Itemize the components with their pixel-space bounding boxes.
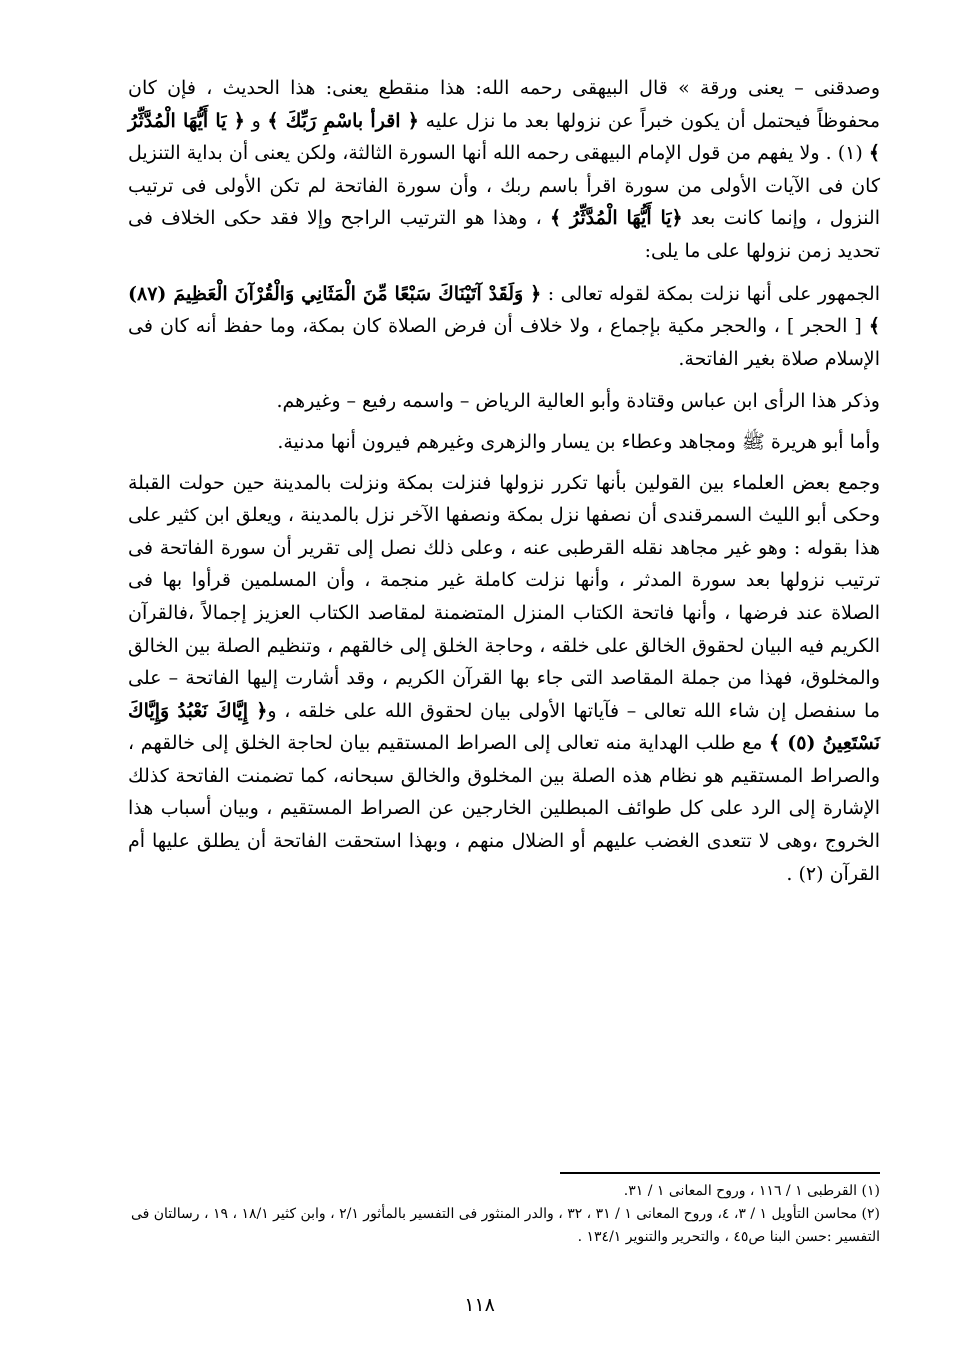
paragraph-1: [128, 72, 880, 268]
text: (١) . ولا يفهم من قول الإمام البيهقى رحمه الله أنها السورة الثالثة، ولكن يعنى أن بداية التنزيل كان فى الآيات الأولى من سورة اقرأ باسم ربك ، وأن سورة الفاتحة لم تكن الأولى فى ترتيب النزول ، وإنما كانت بعد: [128, 142, 880, 230]
text: الجمهور على أنها نزلت بمكة لقوله تعالى :: [541, 282, 880, 305]
quran-verse: ﴿ اقرأ باسْمِ رَبِّكَ ﴾: [267, 109, 419, 132]
paragraph-5: [128, 467, 880, 891]
text: و: [244, 109, 268, 132]
quran-verse: ﴿ إِيَّاكَ نَعْبُدُ وَإِيَّاكَ نَسْتَعِينُ (٥) ﴾: [128, 699, 880, 755]
text: وجمع بعض العلماء بين القولين بأنها تكرر نزولها فنزلت بمكة ونزلت بالمدينة حين حولت القبلة وحكى أبو الليث السمرقندى أن نصفها نزل بمكة ونصفها الآخر نزل بالمدينة ، ويعلق ابن كثير على هذا بقوله : وهو غير مجاهد نقله القرطبى عنه ، وعلى ذلك نصل إلى تقرير أن سورة الفاتحة فى ترتيب نزولها بعد سورة المدثر ، وأنها نزلت كاملة غير منجمة ، وأن المسلمين قرأوا بها فى الصلاة عند فرضها ، وأنها فاتحة الكتاب المنزل المتضمنة لمقاصد الكتاب العزيز إجمالاً ،فالقرآن الكريم فيه البيان لحقوق الخالق على خلقه ، وحاجة الخلق إلى خالقهم ، وتنظيم الصلة بين الخالق والمخلوق، فهذا من جملة المقاصد التى جاء بها القرآن الكريم ، وقد أشارت إليها الفاتحة – على ما سنفصل إن شاء الله تعالى – فآياتها الأولى بيان لحقوق الله على خلقه ، و: [128, 471, 880, 722]
text: وصدقنى – يعنى ورقة » قال البيهقى رحمه الله: هذا منقطع يعنى: هذا الحديث ، فإن كان محفوظاً فيحتمل أن يكون خبراً عن نزولها بعد ما نزل عليه: [128, 77, 880, 132]
footnote-2: (٢) محاسن التأويل ١ / ٣، ٤، وروح المعانى ١ / ٣١ ، ٣٢ ، والدر المنثور فى التفسير بالمأثور ٢/١ ، وابن كثير ١٨/١ ، ١٩ ، رسالتان فى التفسير :حسن البنا ص٤٥ ، والتحرير والتنوير ١٣٤/١ .: [130, 1206, 880, 1245]
quran-verse: ﴿يَا أَيُّهَا الْمُدَّثِّرُ ﴾: [549, 207, 683, 230]
paragraph-3: وذكر هذا الرأى ابن عباس وقتادة وأبو العالية الرياض – واسمه رفيع – وغيرهم.: [276, 390, 880, 413]
footnote-1: (١) القرطبى ١ / ١١٦ ، وروح المعانى ١ / ٣١.: [623, 1183, 880, 1199]
paragraph-4: وأما أبو هريرة ﷺ ومجاهد وعطاء بن يسار والزهرى وغيرهم فيرون أنها مدنية.: [277, 430, 880, 453]
footnotes: [128, 1172, 880, 1249]
quran-verse: ﴿ وَلَقَدْ آتَيْنَاكَ سَبْعًا مِّنَ الْمَثَانِي وَالْقُرْآنَ الْعَظِيمَ (٨٧) ﴾: [128, 282, 880, 338]
text: [ الحجر ] ، والحجر مكية بإجماع ، ولا خلاف أن فرض الصلاة كان بمكة، وما حفظ أنه كان فى الإسلام صلاة بغير الفاتحة.: [128, 315, 880, 370]
paragraph-2: [128, 278, 880, 376]
text: مع طلب الهداية منه تعالى إلى الصراط المستقيم بيان لحاجة الخلق إلى خالقهم ، والصراط المستقيم هو نظام هذه الصلة بين المخلوق والخالق سبحانه، كما تضمنت الفاتحة كذلك الإشارة إلى الرد على كل طوائف المبطلين الخارجين عن الصراط المستقيم ، وبيان أسباب هذا الخروج ،وهى لا تتعدى الغضب عليهم أو الضلال منهم ، وبهذا استحقت الفاتحة أن يطلق عليها أم القرآن (٢) .: [128, 732, 880, 885]
footnote-divider: [560, 1172, 880, 1174]
page-number: ١١٨: [464, 1294, 495, 1316]
body-text: [128, 72, 880, 900]
quran-verse: ﴿ يَا أَيُّهَا الْمُدَّثِّرُ ﴾: [128, 109, 880, 165]
text: ، وهذا هو الترتيب الراجح وإلا فقد حكى الخلاف فى تحديد زمن نزولها على ما يلى:: [128, 207, 880, 262]
